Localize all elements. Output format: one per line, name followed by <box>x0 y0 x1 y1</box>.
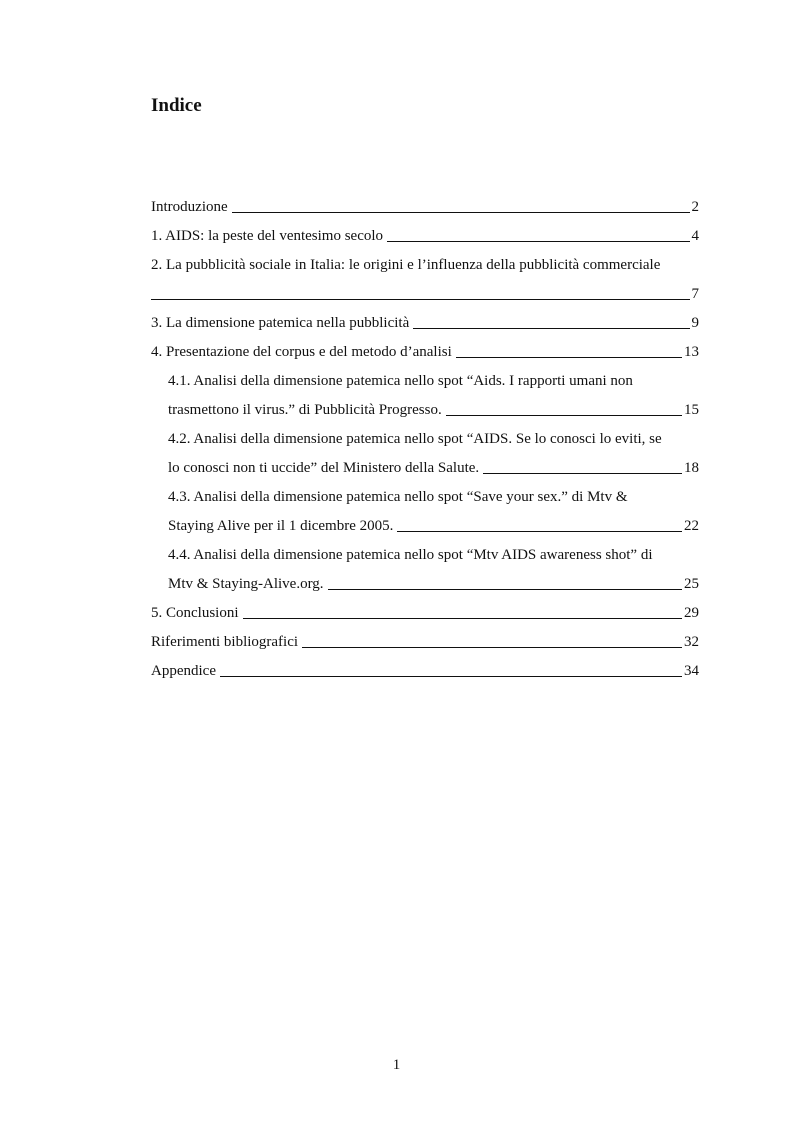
toc-page-number: 9 <box>691 315 699 331</box>
toc-entry-title: 3. La dimensione patemica nella pubblicità <box>151 315 410 331</box>
toc-entry-title: trasmettono il virus.” di Pubblicità Progresso. <box>168 402 442 418</box>
toc-entry-section-4-2[interactable] <box>151 420 699 449</box>
toc-entry-chapter-1[interactable] <box>151 217 699 246</box>
toc-entry-section-4-3-continued[interactable] <box>151 507 699 536</box>
toc-page-number: 2 <box>691 199 699 215</box>
toc-entry-section-4-4-continued[interactable] <box>151 565 699 594</box>
toc-page-number: 29 <box>684 605 699 621</box>
toc-entry-title: Mtv & Staying-Alive.org. <box>168 576 324 592</box>
toc-entry-title: 5. Conclusioni <box>151 605 239 621</box>
toc-entry-title: 1. AIDS: la peste del ventesimo secolo <box>151 228 384 244</box>
dot-leader <box>397 531 682 532</box>
toc-entry-section-4-2-continued[interactable] <box>151 449 699 478</box>
toc-entry-title: 4.3. Analisi della dimensione patemica nello spot “Save your sex.” di Mtv & <box>168 489 628 505</box>
toc-entry-title: Riferimenti bibliografici <box>151 634 299 650</box>
toc-entry-title: 4.2. Analisi della dimensione patemica nello spot “AIDS. Se lo conosci lo eviti, se <box>168 431 662 447</box>
dot-leader <box>151 299 690 300</box>
toc-entry-title: 4.1. Analisi della dimensione patemica nello spot “Aids. I rapporti umani non <box>168 373 633 389</box>
page-number: 1 <box>392 1057 401 1073</box>
toc-entry-title: 2. La pubblicità sociale in Italia: le origini e l’influenza della pubblicità commerciale <box>151 257 661 273</box>
toc-entry-title: lo conosci non ti uccide” del Ministero della Salute. <box>168 460 480 476</box>
toc-entry-title: 4. Presentazione del corpus e del metodo d’analisi <box>151 344 452 360</box>
toc-entry-section-4-4[interactable] <box>151 536 699 565</box>
dot-leader <box>413 328 689 329</box>
toc-entry-chapter-4[interactable] <box>151 333 699 362</box>
toc-entry-chapter-2[interactable] <box>151 246 699 275</box>
toc-page-number: 34 <box>684 663 699 679</box>
dot-leader <box>483 473 682 474</box>
toc-entry-introduzione[interactable] <box>151 188 699 217</box>
toc-page-number: 7 <box>691 286 699 302</box>
toc-entry-title: 4.4. Analisi della dimensione patemica nello spot “Mtv AIDS awareness shot” di <box>168 547 653 563</box>
dot-leader <box>456 357 682 358</box>
dot-leader <box>446 415 682 416</box>
toc-entry-title: Appendice <box>151 663 216 679</box>
dot-leader <box>232 212 690 213</box>
toc-page-number: 22 <box>684 518 699 534</box>
table-of-contents <box>151 188 699 681</box>
toc-entry-title: Staying Alive per il 1 dicembre 2005. <box>168 518 394 534</box>
dot-leader <box>243 618 682 619</box>
dot-leader <box>302 647 682 648</box>
toc-entry-section-4-3[interactable] <box>151 478 699 507</box>
toc-entry-appendix[interactable] <box>151 652 699 681</box>
toc-entry-title: Introduzione <box>151 199 228 215</box>
toc-page-number: 4 <box>691 228 699 244</box>
dot-leader <box>328 589 682 590</box>
toc-page-number: 32 <box>684 634 699 650</box>
toc-page-number: 18 <box>684 460 699 476</box>
toc-entry-section-4-1-continued[interactable] <box>151 391 699 420</box>
toc-entry-chapter-3[interactable] <box>151 304 699 333</box>
toc-page-number: 13 <box>684 344 699 360</box>
toc-entry-references[interactable] <box>151 623 699 652</box>
dot-leader <box>387 241 689 242</box>
toc-page-number: 25 <box>684 576 699 592</box>
toc-entry-section-4-1[interactable] <box>151 362 699 391</box>
page-title: Indice <box>151 95 202 116</box>
toc-entry-chapter-5[interactable] <box>151 594 699 623</box>
toc-entry-chapter-2-continued[interactable] <box>151 275 699 304</box>
toc-page-number: 15 <box>684 402 699 418</box>
dot-leader <box>220 676 682 677</box>
